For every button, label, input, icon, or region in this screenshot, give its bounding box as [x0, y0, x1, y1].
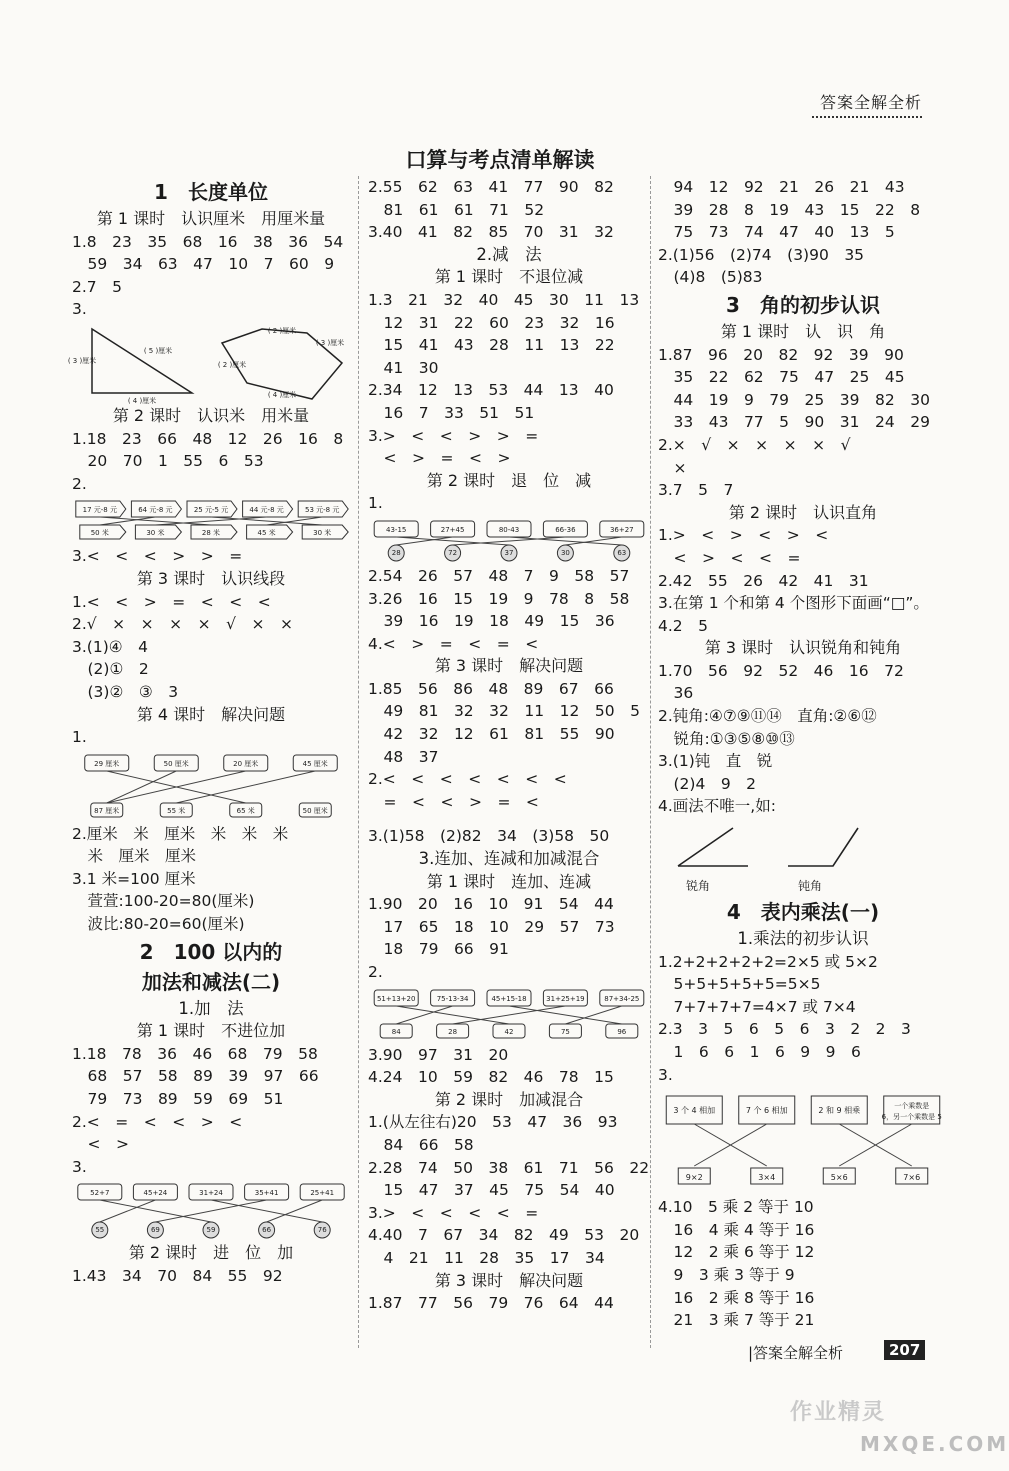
figure-box: [658, 820, 948, 896]
section-heading: 1.乘法的初步认识: [737, 929, 869, 949]
match-line: [565, 1006, 621, 1024]
lesson-heading: 第 1 课时 不退位减: [434, 267, 584, 287]
answer-line: 3.90 97 31 20: [368, 1045, 509, 1064]
answer-line: 2.< < < < < < <: [368, 770, 567, 789]
figure-bottom-label: 37: [504, 548, 514, 557]
answer-line: = < < > = <: [368, 792, 539, 811]
answer-line: 16 4 乘 4 等于 16: [658, 1220, 815, 1239]
figure-bottom-label: 96: [617, 1027, 627, 1036]
figure-bottom-card: [191, 525, 237, 539]
match-line: [100, 517, 156, 525]
figure-top-label: 一个乘数是: [894, 1102, 930, 1111]
match-line: [396, 1006, 509, 1024]
answer-line: 2.34 12 13 53 44 13 40: [368, 381, 614, 400]
figure-bottom-card: [247, 525, 293, 539]
polygon-side-label: ( 2 )厘米: [267, 326, 297, 335]
figure-top-card: [374, 990, 418, 1006]
answer-line: 35 22 62 75 47 25 45: [658, 368, 905, 387]
figure-top-label: 27+45: [440, 525, 465, 534]
figure-bottom-card: [160, 803, 192, 817]
answer-line: 2.× √ × × × × √: [658, 435, 851, 454]
figure-box: [72, 1180, 350, 1240]
answer-line: 3.: [658, 1065, 673, 1084]
answer-line: 2.钝角:④⑦⑨⑪⑭ 直角:②⑥⑫: [658, 707, 877, 726]
figure-bottom-label: 42: [504, 1027, 514, 1036]
figure-top-label: 66-36: [555, 525, 576, 534]
answer-line: (3)② ③ 3: [72, 682, 179, 701]
page-number: 207: [884, 1340, 925, 1360]
figure-bottom-label: 50 米: [90, 529, 109, 538]
answer-line: 4.2 5: [658, 616, 709, 635]
chapter-heading: 加法和减法(二): [141, 969, 281, 994]
answer-line: 3.: [72, 1157, 87, 1176]
header-underline: [812, 116, 922, 118]
figure-top-label: 29 厘米: [94, 759, 120, 768]
figure-bottom-label: 66: [262, 1226, 272, 1235]
acute-angle-label: 锐角: [685, 879, 711, 894]
answer-line: 1.85 56 86 48 89 67 66: [368, 679, 614, 698]
answer-line: 3.> < < > > =: [368, 426, 539, 445]
answer-line: 84 66 58: [368, 1135, 474, 1154]
answer-line: 49 81 32 32 11 12 50 5: [368, 702, 640, 721]
match-line: [211, 1200, 322, 1222]
figure-top-label: 35+41: [254, 1189, 279, 1198]
match-line: [155, 1200, 266, 1222]
answer-line: 75 73 74 47 40 13 5: [658, 223, 895, 242]
answer-line: 3.在第 1 个和第 4 个图形下面画“□”。: [658, 594, 929, 613]
figure-bottom-card: [302, 525, 348, 539]
answer-line: 1.87 96 20 82 92 39 90: [658, 345, 904, 364]
figure-bottom-card: [92, 1222, 108, 1238]
answer-line: 12 2 乘 6 等于 12: [658, 1243, 815, 1262]
figure-top-card: [600, 990, 644, 1006]
answer-line: (2)4 9 2: [658, 774, 757, 793]
answer-line: 33 43 77 5 90 31 24 29: [658, 413, 930, 432]
answer-line: 4 21 11 28 35 17 34: [368, 1248, 605, 1267]
answer-line: 2.(1)56 (2)74 (3)90 35: [658, 245, 865, 264]
lesson-heading: 第 4 课时 解决问题: [136, 704, 286, 724]
lesson-heading: 第 2 课时 加减混合: [434, 1089, 584, 1109]
answer-line: 3.26 16 15 19 9 78 8 58: [368, 589, 630, 608]
answer-line: 81 61 61 71 52: [368, 200, 545, 219]
figure-bottom-label: 87 厘米: [94, 806, 120, 815]
answer-line: 48 37: [368, 747, 439, 766]
match-line: [100, 1200, 211, 1222]
figure-top-card: [431, 521, 475, 537]
figure-bottom-card: [896, 1168, 928, 1184]
answer-line: 1.3 21 32 40 45 30 11 13: [368, 290, 640, 309]
answer-line: (2)① 2: [72, 660, 149, 679]
figure-top-card: [224, 755, 268, 771]
match-line: [267, 1200, 323, 1222]
triangle-side-label: ( 3 )厘米: [67, 356, 97, 365]
answer-line: 3.: [72, 300, 87, 319]
lesson-heading: 第 3 课时 解决问题: [434, 656, 584, 676]
figure-bottom-card: [549, 1024, 581, 1038]
answer-line: 3.(1)④ 4: [72, 637, 149, 656]
answer-line: 15 41 43 28 11 13 22: [368, 336, 615, 355]
answer-line: 1.(从左往右)20 53 47 36 93: [368, 1113, 618, 1132]
figure-top-card: [300, 1184, 344, 1200]
figure-box: [67, 323, 350, 405]
section-heading: 3.连加、连减和加减混合: [418, 849, 600, 869]
answer-line: 1.70 56 92 52 46 16 72: [658, 661, 904, 680]
answer-line: 2.55 62 63 41 77 90 82: [368, 178, 614, 196]
answer-line: 16 7 33 51 51: [368, 403, 535, 422]
match-line: [509, 537, 622, 545]
match-line: [155, 517, 266, 525]
figure-top-card: [131, 501, 181, 517]
acute-angle-drawing: [678, 828, 748, 866]
figure-bottom-card: [230, 803, 262, 817]
figure-top-label: 45 厘米: [302, 759, 328, 768]
lesson-heading: 第 3 课时 认识线段: [136, 568, 286, 588]
answer-line: 1.87 77 56 79 76 64 44: [368, 1294, 614, 1313]
lesson-heading: 第 2 课时 认识米 用米量: [112, 405, 310, 425]
answer-line: 萱萱:100-20=80(厘米): [72, 892, 255, 911]
figure-bottom-label: 45 米: [257, 529, 276, 538]
answer-line: 36: [658, 684, 694, 703]
obtuse-angle-drawing: [788, 828, 858, 866]
figure-top-card: [487, 521, 531, 537]
figure-f3a: [658, 820, 948, 896]
answer-line: 1.90 20 16 10 91 54 44: [368, 895, 614, 914]
match-line: [396, 537, 509, 545]
figure-box: [368, 815, 650, 823]
answer-line: 1.18 23 66 48 12 26 16 8: [72, 429, 344, 448]
figure-top-label: 53 元-8 元: [305, 506, 340, 515]
figure-bottom-label: 30 米: [146, 529, 165, 538]
figure-top-label: 80-43: [498, 525, 520, 534]
answer-line: 39 16 19 18 49 15 36: [368, 612, 615, 631]
figure-top-card: [76, 501, 126, 517]
answer-line: 2.厘米 米 厘米 米 米 米: [72, 824, 289, 843]
watermark-url: MXQE.COM: [860, 1432, 1009, 1456]
figure-top-label: 3 个 4 相加: [673, 1106, 716, 1116]
figure-top-label: 20 厘米: [233, 759, 259, 768]
chapter-heading: 2 100 以内的: [139, 939, 283, 964]
figure-f1b: [72, 497, 350, 543]
figure-bottom-label: 72: [448, 548, 458, 557]
answer-line: 3.> < < < < =: [368, 1203, 539, 1222]
figure-bottom-label: 28 米: [201, 529, 221, 538]
answer-line: < >: [72, 1135, 129, 1154]
figure-top-card: [487, 990, 531, 1006]
figure-top-label: 45+15-18: [491, 994, 527, 1003]
figure-bottom-label: 3×4: [758, 1173, 776, 1183]
lesson-heading: 第 2 课时 进 位 加: [128, 1243, 294, 1263]
match-line: [100, 517, 211, 525]
figure-top-card: [187, 501, 237, 517]
answer-line: 12 31 22 60 23 32 16: [368, 313, 615, 332]
answer-line: 59 34 63 47 10 7 60 9: [72, 255, 335, 274]
footer-tag: |答案全解全析: [748, 1344, 844, 1362]
answer-line: 2.√ × × × × √ × ×: [72, 615, 293, 634]
figure-bottom-label: 30: [560, 548, 570, 557]
answer-line: 2.7 5: [72, 277, 123, 296]
figure-bottom-label: 50 厘米: [302, 806, 328, 815]
answer-line: 94 12 92 21 26 21 43: [658, 178, 905, 196]
figure-top-label: 75-13-34: [436, 994, 469, 1003]
figure-top-label: 2 和 9 相乘: [818, 1106, 861, 1116]
chapter-heading: 3 角的初步认识: [726, 292, 880, 317]
watermark-logo: 作业精灵: [790, 1400, 887, 1425]
figure-bottom-card: [445, 545, 461, 561]
page-title: 口算与考点清单解读: [405, 148, 595, 172]
figure-top-label: 31+24: [199, 1189, 223, 1198]
lesson-heading: 第 2 课时 认识直角: [728, 502, 878, 522]
answer-line: 79 73 89 59 69 51: [72, 1090, 284, 1109]
answer-line: ×: [658, 458, 687, 477]
answer-line: 3.< < < > > =: [72, 547, 243, 566]
answer-line: 3.7 5 7: [658, 481, 734, 500]
figure-bottom-label: 7×6: [903, 1173, 921, 1183]
figure-bottom-card: [91, 803, 123, 817]
column-3: [658, 176, 948, 1332]
answer-line: 4.10 5 乘 2 等于 10: [658, 1198, 814, 1217]
lesson-heading: 第 1 课时 连加、连减: [426, 871, 592, 891]
figure-top-card: [543, 990, 587, 1006]
figure-bottom-card: [614, 545, 630, 561]
figure-f1d: [72, 1180, 350, 1240]
figure-bottom-card: [678, 1168, 710, 1184]
figure-top-label: 17 元-8 元: [82, 506, 117, 515]
match-line: [565, 537, 621, 545]
figure-top-card: [431, 990, 475, 1006]
answer-line: 5+5+5+5+5=5×5: [658, 975, 821, 994]
figure-box: [658, 1088, 948, 1194]
answer-line: 锐角:①③⑤⑧⑩⑬: [658, 729, 795, 748]
match-line: [267, 517, 323, 525]
answer-line: 68 57 58 89 39 97 66: [72, 1067, 319, 1086]
figure-bottom-label: 69: [150, 1226, 160, 1235]
answer-line: 米 厘米 厘米: [72, 847, 197, 866]
answer-line: 2.: [368, 963, 383, 981]
answer-line: 2.54 26 57 48 7 9 58 57: [368, 566, 630, 585]
figure-bottom-card: [823, 1168, 855, 1184]
lesson-heading: 第 1 课时 不进位加: [136, 1021, 286, 1041]
figure-top-label: 64 元-8 元: [138, 506, 173, 515]
figure-bottom-label: 55 米: [167, 806, 186, 815]
answer-line: 3.(1)58 (2)82 34 (3)58 50: [368, 827, 610, 846]
answer-line: 2.42 55 26 42 41 31: [658, 571, 869, 590]
lesson-heading: 第 1 课时 认 识 角: [720, 321, 886, 341]
answer-line: 39 28 8 19 43 15 22 8: [658, 200, 921, 219]
answer-line: < > = < >: [368, 449, 511, 468]
figure-top-label: 44 元-8 元: [249, 506, 284, 515]
figure-top-card: [293, 755, 337, 771]
figure-top-card: [298, 501, 348, 517]
answer-line: 1.2+2+2+2+2=2×5 或 5×2: [658, 952, 878, 971]
answer-line: 1.43 34 70 84 55 92: [72, 1267, 283, 1285]
figure-bottom-card: [437, 1024, 469, 1038]
triangle-base-label: ( 4 )厘米: [127, 396, 157, 405]
answer-line: 3.1 米=100 厘米: [72, 869, 196, 888]
figure-gap: [368, 815, 650, 823]
figure-bottom-card: [493, 1024, 525, 1038]
figure-bottom-label: 76: [317, 1226, 327, 1235]
figure-top-card: [133, 1184, 177, 1200]
answer-line: 3.40 41 82 85 70 31 32: [368, 223, 614, 242]
figure-top-card: [85, 755, 129, 771]
figure-top-card: [543, 521, 587, 537]
answer-line: 20 70 1 55 6 53: [72, 452, 264, 471]
answer-line: 2.28 74 50 38 61 71 56 22: [368, 1158, 650, 1177]
chapter-heading: 1 长度单位: [154, 180, 268, 204]
answer-line: 1.< < > = < < <: [72, 592, 271, 611]
figure-top-label: 25 元-5 元: [193, 506, 229, 515]
answer-line: 4.40 7 67 34 82 49 53 20: [368, 1226, 640, 1245]
match-line: [211, 517, 322, 525]
answer-line: 1.> < > < > <: [658, 526, 829, 545]
answer-line: 波比:80-20=60(厘米): [72, 915, 245, 934]
figure-f1a: [67, 323, 350, 405]
answer-line: 18 79 66 91: [368, 940, 509, 959]
lesson-heading: 第 1 课时 认识厘米 用厘米量: [96, 209, 326, 228]
lesson-heading: 第 3 课时 认识锐角和钝角: [704, 638, 902, 658]
answer-line: 4.24 10 59 82 46 78 15: [368, 1068, 614, 1087]
answer-line: 7+7+7+7=4×7 或 7×4: [658, 997, 856, 1016]
column-divider: [358, 176, 359, 1348]
figure-bottom-card: [751, 1168, 783, 1184]
figure-top-label: 6，另一个乘数是 5: [881, 1113, 942, 1122]
figure-bottom-card: [203, 1222, 219, 1238]
figure-top-label: 87+34-25: [604, 994, 640, 1003]
triangle-hypotenuse-label: ( 5 )厘米: [143, 346, 173, 355]
answer-line: 44 19 9 79 25 39 82 30: [658, 390, 930, 409]
figure-top-card: [739, 1096, 795, 1124]
lesson-heading: 第 3 课时 解决问题: [434, 1270, 584, 1290]
polygon-side-label: ( 2 )厘米: [217, 360, 247, 369]
answer-line: 2.< = < < > <: [72, 1112, 243, 1131]
figure-bottom-card: [501, 545, 517, 561]
answer-line: (4)8 (5)83: [658, 268, 763, 287]
match-line: [176, 771, 315, 803]
figure-bottom-card: [135, 525, 181, 539]
figure-top-label: 7 个 6 相加: [745, 1106, 788, 1116]
figure-bottom-label: 84: [391, 1027, 401, 1036]
figure-bottom-label: 63: [617, 548, 627, 557]
match-line: [396, 1006, 452, 1024]
figure-top-label: 43-15: [386, 525, 407, 534]
figure-box: [72, 751, 350, 821]
section-heading: 1.加 法: [178, 998, 244, 1018]
figure-bottom-label: 28: [391, 548, 401, 557]
figure-box: [368, 517, 650, 563]
figure-bottom-card: [380, 1024, 412, 1038]
figure-bottom-card: [314, 1222, 330, 1238]
answer-line: 1 6 6 1 6 9 9 6: [658, 1043, 861, 1061]
figure-top-label: 31+25+19: [546, 994, 585, 1003]
figure-top-card: [154, 755, 198, 771]
figure-box: [72, 497, 350, 543]
figure-top-label: 36+27: [609, 525, 634, 534]
figure-f3b: [658, 1088, 948, 1194]
polygon-side-label: ( 3 )厘米: [315, 338, 345, 347]
section-heading: 2.减 法: [476, 244, 542, 264]
figure-top-card: [600, 521, 644, 537]
answer-line: 1.: [368, 494, 383, 513]
figure-bottom-label: 5×6: [830, 1173, 848, 1183]
answer-line: 9 3 乘 3 等于 9: [658, 1265, 795, 1284]
obtuse-angle-label: 钝角: [797, 879, 823, 894]
polygon-side-label: ( 4 )厘米: [267, 390, 297, 399]
figure-bottom-card: [259, 1222, 275, 1238]
figure-bottom-card: [557, 545, 573, 561]
match-line: [509, 1006, 622, 1024]
figure-bottom-card: [80, 525, 126, 539]
answer-line: 1.8 23 35 68 16 38 36 54: [72, 232, 344, 251]
answer-line: 1.: [72, 728, 87, 747]
figure-bottom-label: 30 米: [313, 529, 332, 538]
chapter-heading: 4 表内乘法(一): [726, 900, 880, 925]
answer-line: 42 32 12 61 81 55 90: [368, 725, 615, 744]
match-line: [453, 537, 566, 545]
figure-bottom-label: 59: [206, 1226, 216, 1235]
figure-top-label: 50 厘米: [163, 759, 189, 768]
answer-line: 16 2 乘 8 等于 16: [658, 1288, 815, 1307]
figure-f2b: [368, 986, 650, 1042]
figure-bottom-label: 75: [560, 1027, 570, 1036]
header-tag: 答案全解全析: [819, 93, 922, 112]
answer-line: 4.画法不唯一,如:: [658, 797, 776, 816]
figure-top-card: [811, 1096, 867, 1124]
figure-top-label: 45+24: [143, 1189, 168, 1198]
figure-top-label: 25+41: [310, 1189, 335, 1198]
answer-line: 1.18 78 36 46 68 79 58: [72, 1044, 318, 1063]
figure-bottom-label: 65 米: [236, 806, 255, 815]
answer-line: 17 65 18 10 29 57 73: [368, 917, 615, 936]
column-divider: [650, 176, 651, 1348]
figure-bottom-card: [388, 545, 404, 561]
match-line: [396, 537, 452, 545]
answer-line: 21 3 乘 7 等于 21: [658, 1311, 815, 1330]
answer-line: < > < < =: [658, 548, 801, 567]
answer-line: 2.: [72, 474, 87, 493]
column-2: [368, 176, 650, 1315]
figure-top-card: [374, 521, 418, 537]
figure-bottom-card: [606, 1024, 638, 1038]
answer-line: 41 30: [368, 358, 439, 377]
figure-bottom-card: [147, 1222, 163, 1238]
figure-top-card: [245, 1184, 289, 1200]
figure-top-card: [243, 501, 293, 517]
answer-line: 2.3 3 5 6 5 6 3 2 2 3: [658, 1020, 911, 1039]
figure-top-card: [78, 1184, 122, 1200]
figure-top-card: [666, 1096, 722, 1124]
figure-f1c: [72, 751, 350, 821]
lesson-heading: 第 2 课时 退 位 减: [426, 470, 592, 490]
answer-line: 4.< > = < = <: [368, 634, 539, 653]
match-line: [100, 1200, 156, 1222]
figure-bottom-label: 55: [95, 1226, 105, 1235]
match-line: [453, 1006, 566, 1024]
figure-bottom-card: [299, 803, 331, 817]
figure-top-label: 51+13+20: [376, 994, 416, 1003]
column-1: [67, 176, 350, 1288]
figure-bottom-label: 28: [448, 1027, 458, 1036]
figure-top-card: [189, 1184, 233, 1200]
match-line: [107, 771, 177, 803]
answer-line: 3.(1)钝 直 锐: [658, 752, 773, 771]
figure-f2a: [368, 517, 650, 563]
figure-bottom-label: 9×2: [685, 1173, 703, 1183]
figure-top-label: 52+7: [90, 1189, 110, 1198]
figure-top-card: [882, 1096, 942, 1124]
answer-line: 15 47 37 45 75 54 40: [368, 1181, 615, 1200]
figure-box: [368, 986, 650, 1042]
